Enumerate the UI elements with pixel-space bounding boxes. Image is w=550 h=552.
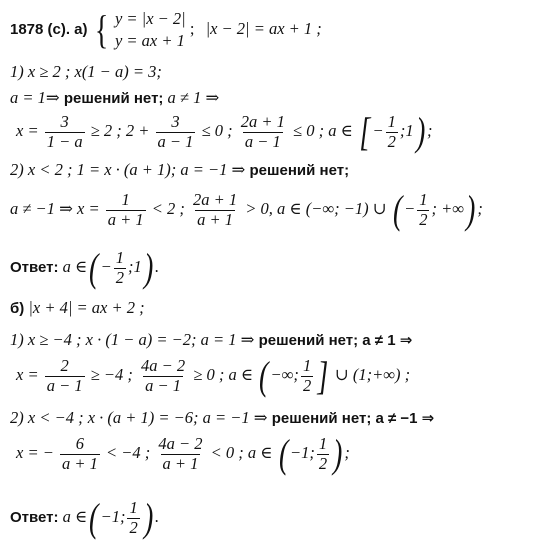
fraction-denominator: 2 <box>387 131 396 151</box>
fraction-numerator: 1 <box>387 112 396 131</box>
fraction <box>106 192 146 228</box>
part-a-label: а) <box>74 20 88 38</box>
fraction <box>156 436 204 472</box>
fraction <box>417 192 429 228</box>
fraction-numerator: 2a + 1 <box>193 190 238 209</box>
fraction-numerator: 1 <box>302 356 312 375</box>
fraction <box>317 436 329 472</box>
fraction-denominator: a − 1 <box>244 131 281 151</box>
fraction <box>45 114 85 150</box>
fraction-numerator: 3 <box>60 112 69 131</box>
b-case1-head: 1) x ≥ −4 ; x · (1 − a) = −2; a = 1 ⇒ решений нет; a ≠ 1 ⇒ <box>10 330 413 349</box>
fraction <box>301 358 313 394</box>
fraction-denominator: a − 1 <box>157 131 194 151</box>
fraction-denominator: a − 1 <box>145 375 182 395</box>
b-case2-line2: x = − $\frac{6}{a + 1}$ < −4 ; $\frac{4a - 2}{a + 1}$ < 0 ; a ∈ ( −1; $\frac{1}{2}$ ) ; <box>16 431 350 476</box>
b-case2-head: 2) x < −4 ; x · (a + 1) = −6; a = −1 ⇒ решений нет; a ≠ −1 ⇒ <box>10 408 435 427</box>
a-case2-line2: a ≠ −1 ⇒ x = $\frac{1}{a + 1}$ < 2 ; $\frac{2a + 1}{a + 1}$ > 0, a ∈ (−∞; −1) ∪ ( − $\frac{1}{2}$ ; +∞) ; <box>10 187 483 232</box>
fraction-denominator: a + 1 <box>197 209 234 229</box>
fraction-denominator: 2 <box>302 375 312 395</box>
a-case2-head: 2) x < 2 ; 1 = x · (a + 1); a = −1 ⇒ решений нет; <box>10 160 350 179</box>
fraction-denominator: a + 1 <box>162 453 199 473</box>
fraction <box>191 192 239 228</box>
fraction-denominator: 2 <box>318 453 328 473</box>
system-brace: { <box>94 7 108 52</box>
fraction <box>60 436 100 472</box>
system-eq-2: y = ax + 1 <box>114 31 185 50</box>
fraction <box>386 114 398 150</box>
fraction-denominator: 1 − a <box>46 131 83 151</box>
fraction-numerator: 1 <box>318 434 328 453</box>
fraction-numerator: 1 <box>129 498 138 517</box>
fraction-numerator: 1 <box>121 190 130 209</box>
part-b-label: б) <box>10 300 25 317</box>
fraction-denominator: a + 1 <box>61 453 98 473</box>
fraction <box>127 500 139 536</box>
part-a-header: 1878 (с). а) { y = |x − 2| y = ax + 1 ; |x − 2| = ax + 1 ; <box>10 7 322 52</box>
equation-a: |x − 2| = ax + 1 ; <box>205 18 322 38</box>
fraction <box>45 358 85 394</box>
fraction-numerator: 4a − 2 <box>141 356 186 375</box>
fraction-numerator: 4a − 2 <box>158 434 203 453</box>
problem-id: 1878 (с). <box>10 20 71 38</box>
fraction-denominator: 2 <box>115 267 124 287</box>
a-case1-head: 1) x ≥ 2 ; x(1 − a) = 3; <box>10 62 162 81</box>
fraction-numerator: 1 <box>115 248 124 267</box>
fraction-numerator: 6 <box>75 434 85 453</box>
fraction-denominator: 2 <box>129 517 138 537</box>
a-answer: Ответ: a ∈( − $\frac{1}{2}$ ;1) . <box>10 245 160 290</box>
b-answer: Ответ: a ∈( −1; $\frac{1}{2}$ ) . <box>10 495 160 540</box>
fraction <box>114 250 126 286</box>
fraction-numerator: 2a + 1 <box>240 112 285 131</box>
equation-system <box>115 8 186 52</box>
fraction <box>239 114 287 150</box>
system-eq-1: y = |x − 2| <box>114 9 186 28</box>
fraction-numerator: 1 <box>419 190 428 209</box>
fraction-denominator: a − 1 <box>46 375 83 395</box>
fraction <box>139 358 187 394</box>
fraction-numerator: 3 <box>171 112 180 131</box>
fraction-denominator: 2 <box>419 209 428 229</box>
b-case1-line2: x = $\frac{2}{a - 1}$ ≥ −4 ; $\frac{4a - 2}{a - 1}$ ≥ 0 ; a ∈ ( −∞; $\frac{1}{2}$ ] ∪ (1;+∞) ; <box>16 353 411 398</box>
a-case1-line2: a = 1⇒ решений нет; a ≠ 1 ⇒ <box>10 88 220 107</box>
a-case1-line3: x = $\frac{3}{1 - a}$ ≥ 2 ; 2 + $\frac{3}{a - 1}$ ≤ 0 ; $\frac{2a + 1}{a - 1}$ ≤ 0 ; a ∈ [ − $\frac{1}{2}$ ;1) ; <box>16 109 433 154</box>
equation-b: |x + 4| = ax + 2 ; <box>28 298 145 317</box>
fraction <box>156 114 196 150</box>
fraction-denominator: a + 1 <box>107 209 144 229</box>
fraction-numerator: 2 <box>60 356 69 375</box>
part-b-header <box>10 300 145 317</box>
